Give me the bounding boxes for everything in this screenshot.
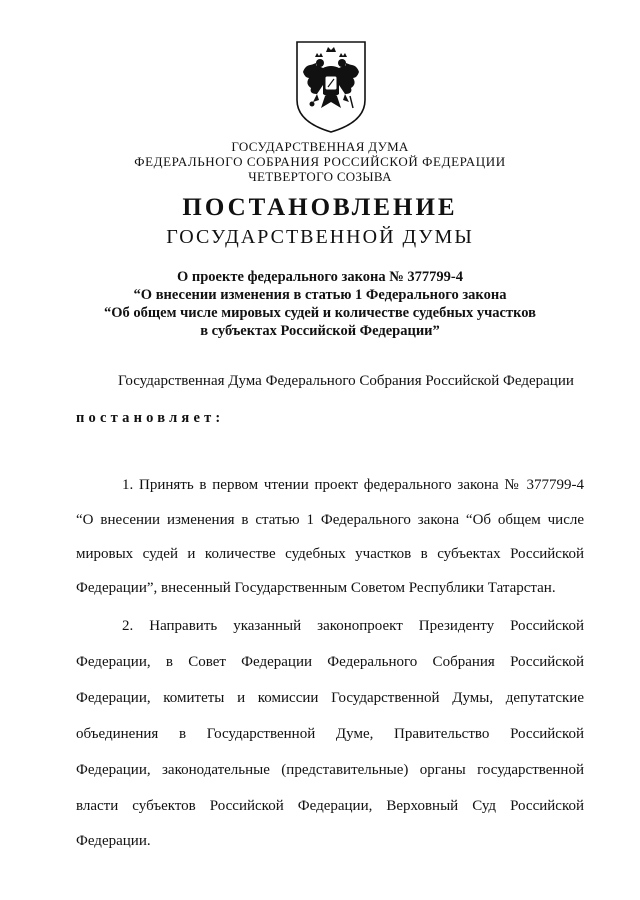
decree-word: постановляет: bbox=[76, 410, 225, 426]
subject-line: “Об общем числе мировых судей и количестве судебных участков bbox=[104, 305, 536, 321]
paragraph-1-line: Федерации”, внесенный Государственным Советом Республики Татарстан. bbox=[76, 580, 556, 596]
paragraph-2-line: объединения в Государственной Думе, Правительство Российской bbox=[76, 726, 584, 742]
coat-of-arms-icon bbox=[293, 38, 369, 134]
org-name-line-2: ФЕДЕРАЛЬНОГО СОБРАНИЯ РОССИЙСКОЙ ФЕДЕРАЦИИ bbox=[134, 154, 506, 169]
paragraph-2-line: Федерации, комитеты и комиссии Государственной Думы, депутатские bbox=[76, 690, 584, 706]
paragraph-1-line: “О внесении изменения в статью 1 Федерального закона “Об общем числе bbox=[76, 512, 584, 528]
paragraph-2-line: Федерации, в Совет Федерации Федерального Собрания Российской bbox=[76, 654, 584, 670]
paragraph-1-line: 1. Принять в первом чтении проект федерального закона № 377799-4 bbox=[122, 477, 584, 493]
subject-line: “О внесении изменения в статью 1 Федерального закона bbox=[133, 287, 507, 303]
subject-line: в субъектах Российской Федерации” bbox=[200, 323, 440, 339]
org-name-line-1: ГОСУДАРСТВЕННАЯ ДУМА bbox=[231, 139, 409, 154]
org-name-line-3: ЧЕТВЕРТОГО СОЗЫВА bbox=[248, 169, 392, 184]
paragraph-2-line: Федерации, законодательные (представительные) органы государственной bbox=[76, 762, 584, 778]
document-issuer: ГОСУДАРСТВЕННОЙ ДУМЫ bbox=[166, 226, 474, 248]
document-type-title: ПОСТАНОВЛЕНИЕ bbox=[182, 194, 458, 221]
paragraph-2-line: Федерации. bbox=[76, 833, 151, 849]
paragraph-2-line: власти субъектов Российской Федерации, Верховный Суд Российской bbox=[76, 798, 584, 814]
subject-line: О проекте федерального закона № 377799-4 bbox=[176, 269, 464, 285]
paragraph-2-line: 2. Направить указанный законопроект Президенту Российской bbox=[122, 618, 584, 634]
paragraph-1-line: мировых судей и количестве судебных участков в субъектах Российской bbox=[76, 546, 584, 562]
preamble-text: Государственная Дума Федерального Собрания Российской Федерации bbox=[118, 373, 574, 389]
